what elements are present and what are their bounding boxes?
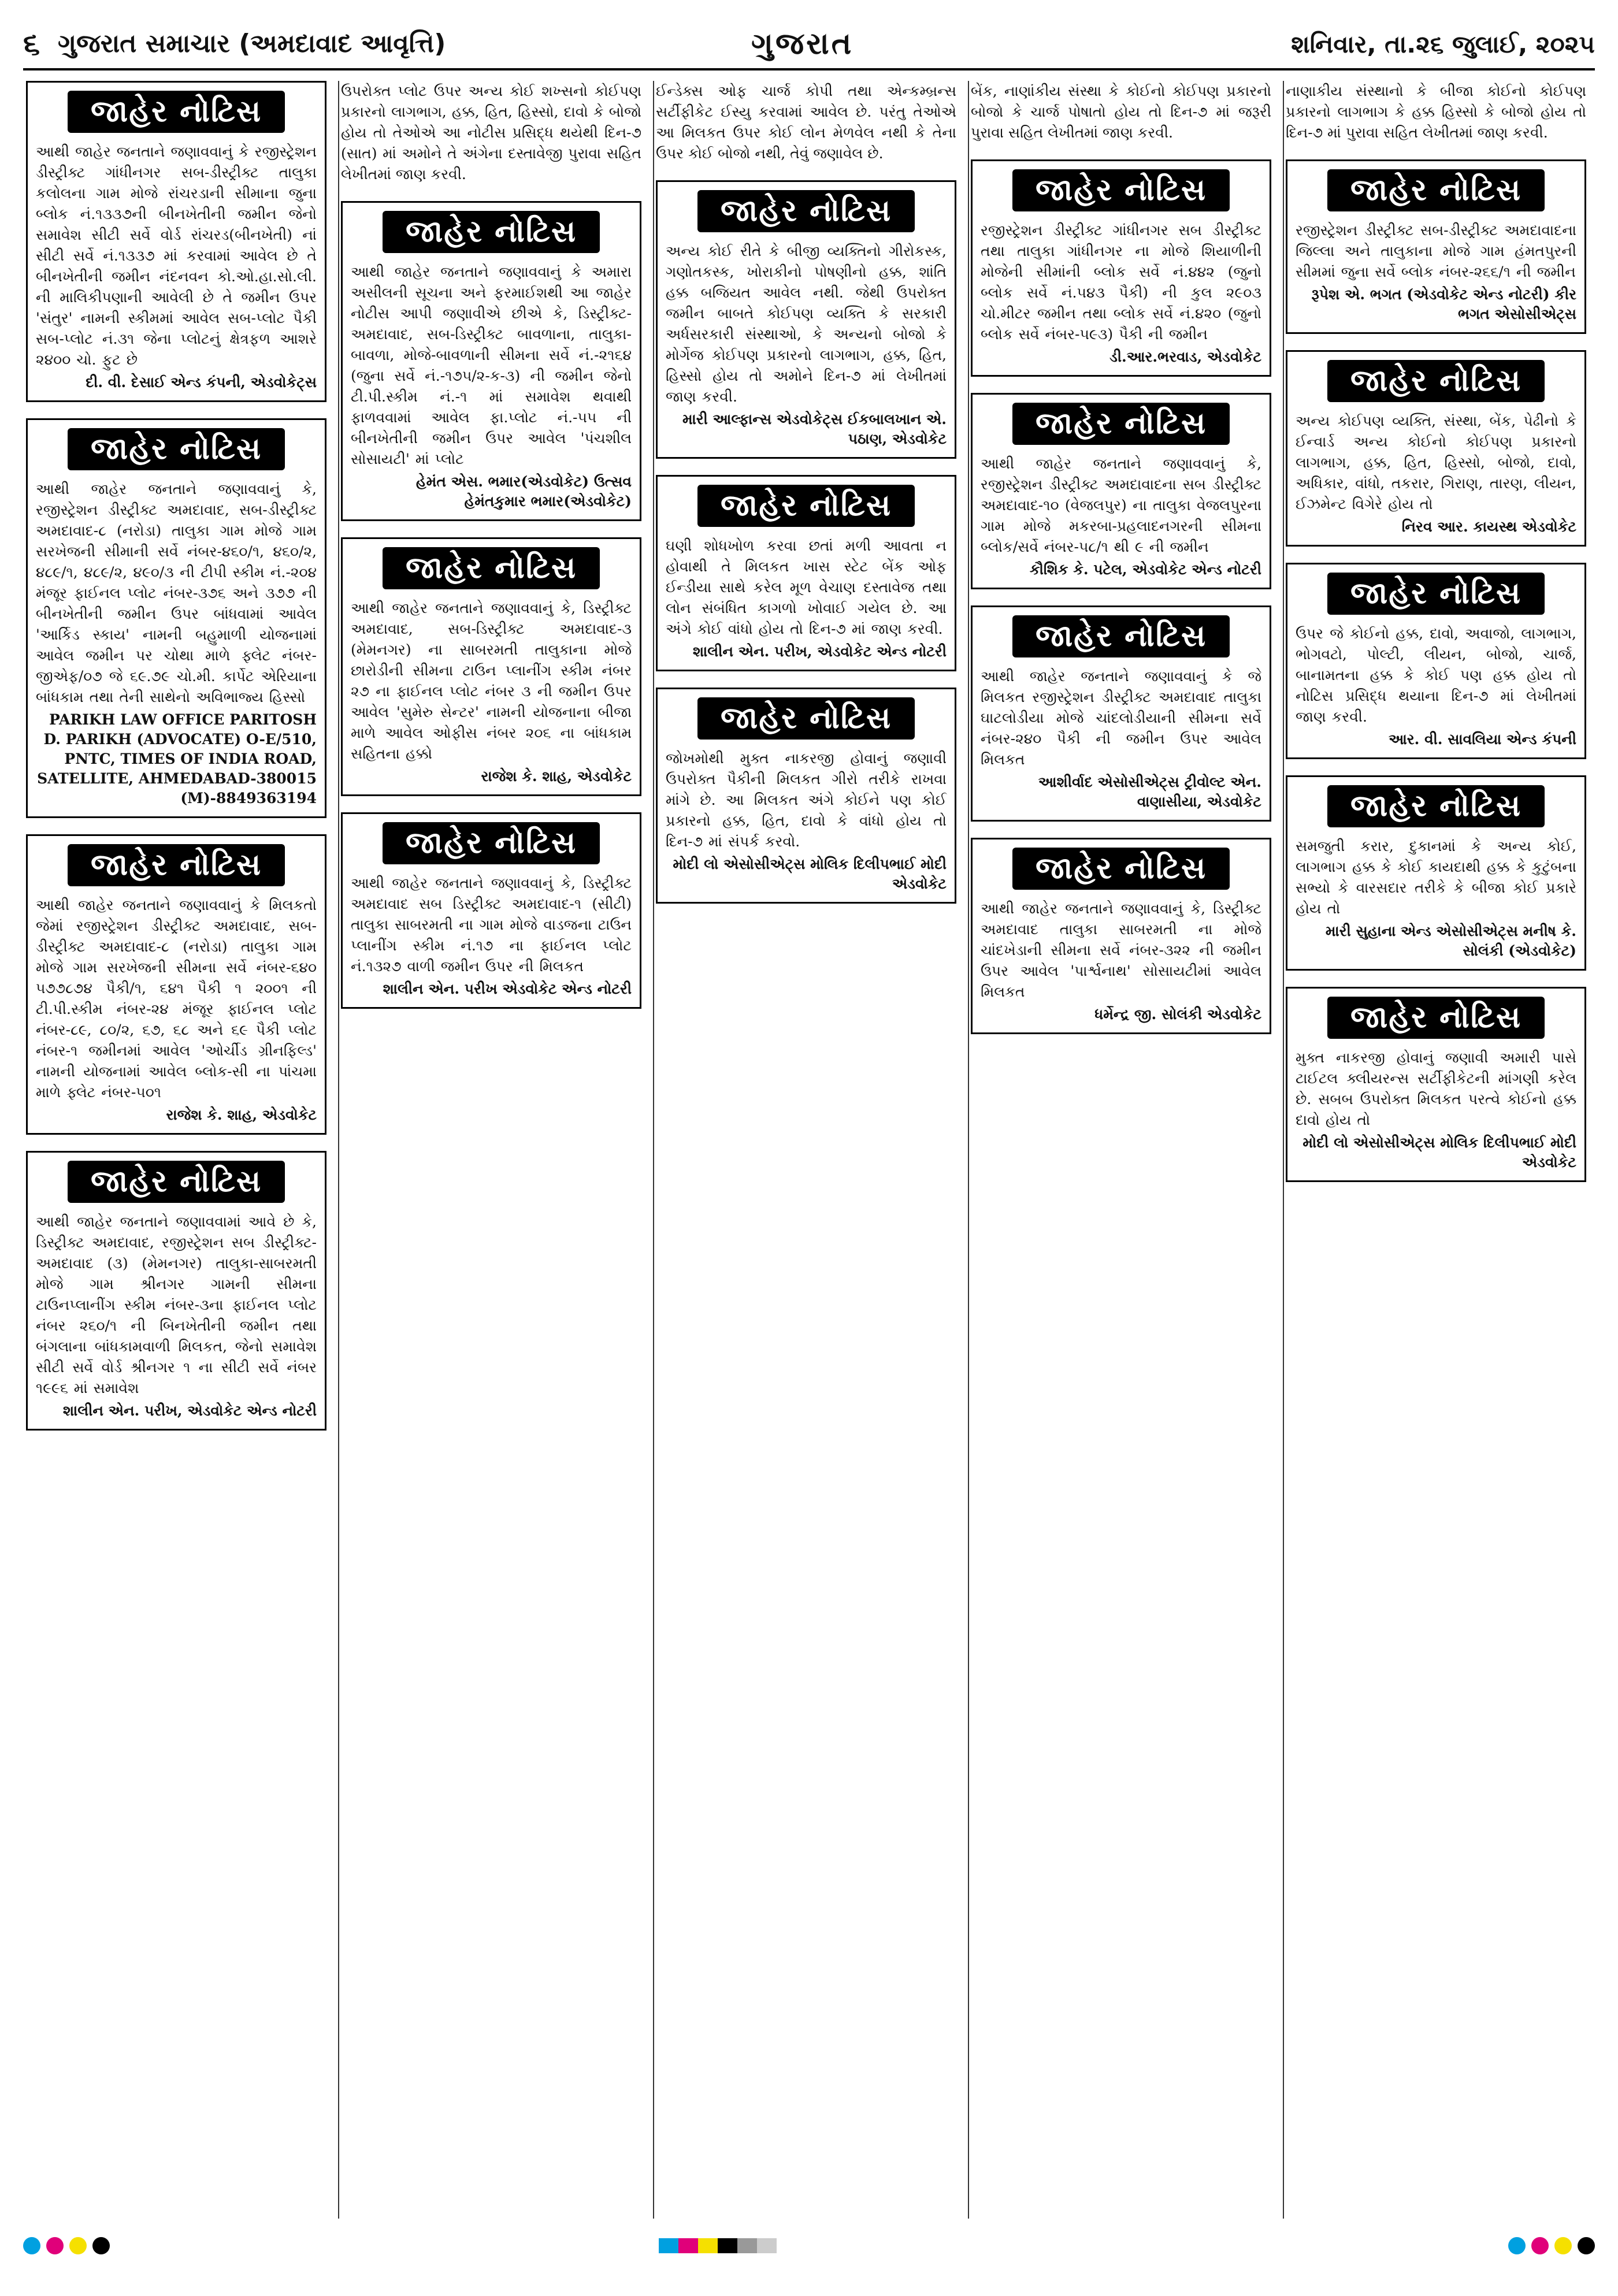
page-header — [23, 23, 1595, 70]
notice-heading — [981, 399, 1261, 448]
public-notice — [1286, 350, 1586, 547]
notice-signature: રાજેશ કે. શાહ, એડવોકેટ — [166, 1106, 317, 1123]
notice-heading — [1296, 993, 1576, 1042]
notice-title: જાહેર નોટિસ — [68, 91, 285, 133]
notice-signature: ધર્મેન્દ્ર જી. સોલંકી એડવોકેટ — [1094, 1006, 1261, 1023]
notice-heading — [1296, 569, 1576, 618]
public-notice — [971, 159, 1271, 377]
notice-heading — [36, 1157, 317, 1206]
notice-signature: શાલીન એન. પરીખ, એડવોકેટ એન્ડ નોટરી — [692, 643, 947, 660]
notice-heading — [36, 425, 317, 473]
column-2 — [341, 81, 641, 2219]
column-5 — [1286, 81, 1586, 2219]
notice-signature: આર. વી. સાવલિયા એન્ડ કંપની — [1388, 731, 1576, 748]
notice-signature: આશીર્વાદ એસોસીએટ્સ ટ્રીવોલ્ટ એન. વાણાસીયા, એડવોકેટ — [1038, 774, 1261, 810]
notice-body: ઉપર જે કોઈનો હક્ક, દાવો, અવાજો, લાગભાગ, ભોગવટો, પોલ્ટી, લીયન, બોજો, ચાર્જ, બાનામતના હક્ક કે કોઈ પણ હક્ક હોય તો નોટિસ પ્રસિદ્ધ થયાના દિન-૭ માં લેખીતમાં જાણ કરવી. — [1296, 625, 1576, 725]
public-notice — [971, 838, 1271, 1034]
newspaper-name: ગુજરાત સમાચાર (અમદાવાદ આવૃત્તિ) — [58, 29, 446, 58]
notice-heading — [666, 694, 947, 742]
notice-body: મુક્ત નાકરજી હોવાનું જણાવી અમારી પાસે ટાઈટલ ક્લીયરન્સ સર્ટીફીકેટની માંગણી કરેલ છે. સબબ ઉપરોક્ત મિલકત પરત્વે કોઈનો હક્ક દાવો હોય તો — [1296, 1049, 1576, 1128]
notice-title: જાહેર નોટિસ — [1327, 360, 1545, 402]
column-divider — [653, 81, 654, 2219]
notice-body: આથી જાહેર જનતાને જણાવવાનું કે, રજીસ્ટ્રેશન ડીસ્ટ્રીક્ટ અમદાવાદ, સબ-ડીસ્ટ્રીક્ટ અમદાવાદ-૮ (નરોડા) તાલુકા ગામ મોજે ગામ સરખેજની સીમાની સર્વે નંબર-૪૬૦/૧, ૪૬૦/૨, ૪૮૯/૧, ૪૮૯/૨, ૪૯૦/૩ ની ટીપી સ્કીમ નં.-૨૦૪ મંજૂર ફાઈનલ પ્લોટ નંબર-૩૭૬ અને ૩૭૭ ની બીનખેતીની જમીન ઉપર બાંધવામાં આવેલ 'આર્કિડ સ્કાય' નામની બહુમાળી યોજનામાં આવેલ જમીન પર ચોથા માળે ફ્લેટ નંબર-જીએફ/૦૭ જે ૬૯.૭૯ ચો.મી. કાર્પેટ એરિયાના બાંધકામ તથા તેની સાથેનો અવિભાજ્ય હિસ્સો — [36, 481, 317, 705]
notice-heading — [981, 612, 1261, 660]
notice-signature: મોદી લો એસોસીએટ્સ મોલિક દિલીપભાઈ મોદી એડવોકેટ — [1302, 1134, 1576, 1171]
notice-body: રજીસ્ટ્રેશન ડીસ્ટ્રીક્ટ ગાંધીનગર સબ ડીસ્ટ્રીક્ટ તથા તાલુકા ગાંધીનગર ના મોજે શિયાળીની મોજેની સીમાંની બ્લોક સર્વે નં.૪૪૨ (જુનો બ્લોક સર્વે નં.૫૪૩ પૈકી) ની કુલ ૨૯૦૩ ચો.મીટર જમીન તથા બ્લોક સર્વે નં.૪૨૦ (જુનો બ્લોક સર્વે નંબર-૫૯૩) પૈકી ની જમીન — [981, 222, 1261, 343]
public-notice — [26, 1151, 326, 1431]
notice-body: આથી જાહેર જનતાને જણાવવાનું કે અમારા અસીલની સૂચના અને ફરમાઈશથી આ જાહેર નોટીસ આપી જણાવીએ છીએ કે, ડિસ્ટ્રીક્ટ-અમદાવાદ, સબ-ડિસ્ટ્રીક્ટ બાવળાના, તાલુકા-બાવળા, મોજે-બાવળાની સીમના સર્વે નં.-૨૧૬૪ (જુના સર્વે નં.-૧૭૫/૨-ક-૩) ની જમીન જેનો ટી.પી.સ્કીમ નં.-૧ માં સમાવેશ થવાથી ફાળવવામાં આવેલ ફા.પ્લોટ નં.-૫૫ ની બીનખેતીની જમીન ઉપર આવેલ 'પંચશીલ સોસાયટી' માં પ્લોટ — [351, 263, 632, 467]
notice-body: રજીસ્ટ્રેશન ડીસ્ટ્રીક્ટ સબ-ડીસ્ટ્રીક્ટ અમદાવાદના જિલ્લા અને તાલુકાના મોજે ગામ હંમતપુરની સીમમાં જુના સર્વે બ્લોક નંબર-૨૬૬/૧ ની જમીન — [1296, 222, 1576, 280]
notice-signature: ડી.આર.ભરવાડ, એડવોકેટ — [1109, 348, 1261, 365]
notice-title: જાહેર નોટિસ — [1012, 615, 1230, 657]
notice-body: આથી જાહેર જનતાને જણાવવાનું કે, ડિસ્ટ્રીક્ટ અમદાવાદ સબ ડિસ્ટ્રીક્ટ અમદાવાદ-૧ (સીટી) તાલુકા સાબરમતી ના ગામ મોજે વાડજના ટાઉન પ્લાનીંગ સ્કીમ નં.૧૭ ના ફાઈનલ પ્લોટ નં.૧૩૨૭ વાળી જમીન ઉપર ની મિલકત — [351, 875, 632, 975]
notice-heading — [1296, 166, 1576, 214]
notice-title: જાહેર નોટિસ — [383, 211, 600, 253]
public-notice — [971, 605, 1271, 822]
column-3 — [656, 81, 956, 2219]
notice-title: જાહેર નોટિસ — [383, 822, 600, 864]
public-notice — [656, 180, 956, 459]
notice-signature: રાજેશ કે. શાહ, એડવોકેટ — [481, 768, 632, 785]
notice-body: આથી જાહેર જનતાને જણાવવાનું કે જે મિલકત રજીસ્ટ્રેશન ડીસ્ટ્રીક્ટ અમદાવાદ તાલુકા ઘાટલોડીયા મોજે ચાંદલોડીયાની સીમના સર્વે નંબર-૨૪૦ પૈકી ની જમીન ઉપર આવેલ મિલકત — [981, 668, 1261, 768]
notice-heading — [351, 207, 632, 256]
notice-title: જાહેર નોટિસ — [68, 428, 285, 470]
notice-title: જાહેર નોટિસ — [1327, 169, 1545, 211]
public-notice — [26, 81, 326, 402]
notice-signature: PARIKH LAW OFFICE PARITOSH D. PARIKH (ADVOCATE) O-E/510, PNTC, TIMES OF INDIA ROAD, SATELLITE, AHMEDABAD-380015 (M)-8849363194 — [37, 711, 317, 807]
notice-signature: મારી આલ્ફાન્સ એડવોકેટ્સ ઈકબાલખાન એ. પઠાણ, એડવોકેટ — [682, 411, 947, 447]
public-notice — [1286, 563, 1586, 759]
notice-title: જાહેર નોટિસ — [697, 697, 915, 740]
public-notice — [1286, 987, 1586, 1182]
notice-title: જાહેર નોટિસ — [697, 190, 915, 232]
public-notice — [341, 537, 641, 796]
public-notice — [656, 475, 956, 671]
notice-body: આથી જાહેર જનતાને જણાવવાનું કે રજીસ્ટ્રેશન ડીસ્ટ્રીક્ટ ગાંધીનગર સબ-ડીસ્ટ્રીક્ટ તાલુકા કલોલના ગામ મોજે રાંચરડાની સીમાના જુના બ્લોક નં.૧૩૩૭ની બીનખેતીની જમીન જેનો સમાવેશ સીટી સર્વે વોર્ડ રાંચરડ(બીનખેતી) નાં સીટી સર્વે નં.૧૩૩૭ માં કરવામાં આવેલ છે તે બીનખેતીની જમીન નંદનવન કો.ઓ.હા.સો.લી. ની માલિકીપણાની આવેલી છે તે જમીન ઉપર 'સંતુર' નામની સ્કીમમાં આવેલ સબ-પ્લોટ પૈકી સબ-પ્લોટ નં.૩૧ જેના પ્લોટનું ક્ષેત્રફળ આશરે ૨૪૦૦ ચો. ફુટ છે — [36, 143, 317, 368]
notice-body: સમજુતી કરાર, દુકાનમાં કે અન્ય કોઈ, લાગભાગ હક્ક કે કોઈ કાયદાથી હક્ક કે કુટુંબના સભ્યો કે વારસદાર તરીકે કે બીજા કોઈ પ્રકારે હોય તો — [1296, 838, 1576, 917]
column-divider — [968, 81, 969, 2219]
notice-heading — [981, 166, 1261, 214]
notice-title: જાહેર નોટિસ — [1327, 573, 1545, 615]
notice-body: આથી જાહેર જનતાને જણાવવાનું કે, ડિસ્ટ્રીક્ટ અમદાવાદ તાલુકા સાબરમતી ના મોજે ચાંદખેડાની સીમના સર્વે નંબર-૩૨૨ ની જમીન ઉપર આવેલ 'પાર્શ્વનાથ' સોસાયટીમાં આવેલ મિલકત — [981, 900, 1261, 1000]
notice-title: જાહેર નોટિસ — [1327, 785, 1545, 827]
notice-title: જાહેર નોટિસ — [1012, 403, 1230, 445]
color-bar — [659, 2238, 777, 2253]
notice-signature: રૂપેશ એ. ભગત (એડવોકેટ એન્ડ નોટરી) કીર ભગત એસોસીએટ્સ — [1311, 286, 1576, 322]
notice-signature: હેમંત એસ. ભમાર(એડવોકેટ) ઉત્સવ હેમંતકુમાર ભમાર(એડવોકેટ) — [415, 473, 632, 510]
notice-title: જાહેર નોટિસ — [68, 844, 285, 886]
public-notice — [341, 812, 641, 1009]
notice-heading — [36, 841, 317, 889]
public-notice — [26, 418, 326, 818]
notice-body: આથી જાહેર જનતાને જણાવવાનું કે મિલકતો જેમાં રજીસ્ટ્રેશન ડીસ્ટ્રીક્ટ અમદાવાદ, સબ-ડીસ્ટ્રીક્ટ અમદાવાદ-૮ (નરોડા) તાલુકા ગામ મોજે ગામ સરખેજની સીમના સર્વે નંબર-૬૪૦ ૫૭૭૮૭૪ પૈકી/૧, ૬૪૧ પૈકી ૧ ૨૦૦૧ ની ટી.પી.સ્કીમ નંબર-૨૪ મંજૂર ફાઈનલ પ્લોટ નંબર-૮૯, ૮૦/૨, ૬૭, ૬૮ અને ૬૯ પૈકી પ્લોટ નંબર-૧ જમીનમાં આવેલ 'ઓર્ચીડ ગ્રીનફિલ્ડ' નામની યોજનામાં આવેલ બ્લોક-સી ના પાંચમા માળે ફ્લેટ નંબર-૫૦૧ — [36, 897, 317, 1101]
notice-heading — [666, 187, 947, 235]
continued-notice-text: ઉપરોક્ત પ્લોટ ઉપર અન્ય કોઈ શખ્સનો કોઈપણ પ્રકારનો લાગભાગ, હક્ક, હિત, હિસ્સો, દાવો કે બોજો હોય તો તેઓએ આ નોટીસ પ્રસિદ્ધ થયેથી દિન-૭ (સાત) માં અમોને તે અંગેના દસ્તાવેજી પુરાવા સહિત લેખીતમાં જાણ કરવી. — [341, 83, 641, 183]
notice-title: જાહેર નોટિસ — [383, 547, 600, 589]
notice-heading — [36, 87, 317, 136]
notice-heading — [351, 819, 632, 867]
public-notice — [971, 393, 1271, 589]
page-number: ૬ — [23, 27, 40, 61]
notice-body: જોખમોથી મુક્ત નાકરજી હોવાનું જણાવી ઉપરોક્ત પૈકીની મિલકત ગીરો તરીકે રાખવા માંગે છે. આ મિલકત અંગે કોઈને પણ કોઈ પ્રકારનો હક્ક, હિત, દાવો કે વાંધો હોય તો દિન-૭ માં સંપર્ક કરવો. — [666, 750, 947, 850]
public-notice — [1286, 775, 1586, 971]
color-registration-marks — [23, 2237, 110, 2254]
date-line: શનિવાર, તા.૨૬ જુલાઈ, ૨૦૨૫ — [1291, 30, 1595, 58]
notice-title: જાહેર નોટિસ — [1012, 848, 1230, 890]
notice-signature: શાલીન એન. પરીખ એડવોકેટ એન્ડ નોટરી — [383, 980, 632, 997]
notice-body: આથી જાહેર જનતાને જણાવવાનું કે, રજીસ્ટ્રેશન ડીસ્ટ્રીક્ટ અમદાવાદના સબ ડીસ્ટ્રીક્ટ અમદાવાદ-૧૦ (વેજલપુર) ના તાલુકા વેજલપુરના ગામ મોજે મકરબા-પ્રહલાદનગરની સીમના બ્લોક/સર્વે નંબર-૫૮/૧ થી ૯ ની જમીન — [981, 455, 1261, 555]
notice-body: આથી જાહેર જનતાને જણાવવામાં આવે છે કે, ડિસ્ટ્રીક્ટ અમદાવાદ, રજીસ્ટ્રેશન સબ ડીસ્ટ્રીક્ટ-અમદાવાદ (૩) (મેમનગર) તાલુકા-સાબરમતી મોજે ગામ શ્રીનગર ગામની સીમના ટાઉનપ્લાનીંગ સ્કીમ નંબર-૩ના ફાઈનલ પ્લોટ નંબર ૨૬૦/૧ ની બિનખેતીની જમીન તથા બંગલાના બાંધકામવાળી મિલકત, જેનો સમાવેશ સીટી સર્વે વોર્ડ શ્રીનગર ૧ ના સીટી સર્વે નંબર ૧૯૯૬ માં સમાવેશ — [36, 1213, 317, 1396]
page-footer — [23, 2230, 1595, 2265]
column-divider — [1283, 81, 1284, 2219]
notice-body: અન્ય કોઈ રીતે કે બીજી વ્યક્તિનો ગીરોકસ્ક, ગણોતકસ્ક, ખોરાકીનો પોષણીનો હક્ક, શાંતિ હક્ક બજિયત આવેલ નથી. જેથી ઉપરોક્ત જમીન બાબતે કોઈપણ વ્યક્તિ કે સરકારી અર્ધસરકારી સંસ્થાઓ, કે અન્યનો બોજો કે મોર્ગેજ કોઈપણ પ્રકારનો લાગભાગ, હક્ક, હિત, હિસ્સો હોય તો અમોને દિન-૭ માં લેખીતમાં જાણ કરવી. — [666, 243, 947, 405]
column-4 — [971, 81, 1271, 2219]
notice-signature: દી. વી. દેસાઈ એન્ડ કંપની, એડવોકેટ્સ — [86, 374, 317, 391]
continued-notice-text: બેંક, નાણાંકીય સંસ્થા કે કોઈનો કોઈપણ પ્રકારનો બોજો કે ચાર્જ પોષાતો હોય તો દિન-૭ માં જરૂરી પુરાવા સહિત લેખીતમાં જાણ કરવી. — [971, 83, 1271, 141]
notice-body: અન્ય કોઈપણ વ્યક્તિ, સંસ્થા, બેંક, પેઢીનો કે ઈન્વાર્ડ અન્ય કોઈનો કોઈપણ પ્રકારનો લાગભાગ, હક્ક, હિત, હિસ્સો, બોજો, દાવો, અધિકાર, વાંધો, તકરાર, ગિરાણ, તારણ, લીયન, ઈઝમેન્ટ વિગેરે હોય તો — [1296, 413, 1576, 512]
public-notice — [656, 688, 956, 904]
notice-signature: મારી સુહાના એન્ડ એસોસીએટ્સ મનીષ કે. સોલંકી (એડવોકેટ) — [1325, 923, 1576, 959]
column-divider — [338, 81, 339, 2219]
continued-notice-text: નાણાકીય સંસ્થાનો કે બીજા કોઈનો કોઈપણ પ્રકારનો લાગભાગ કે હક્ક હિસ્સો કે બોજો હોય તો દિન-૭ માં પુરાવા સહિત લેખીતમાં જાણ કરવી. — [1286, 83, 1586, 141]
public-notice — [26, 834, 326, 1135]
notice-signature: મોદી લો એસોસીએટ્સ મોલિક દિલીપભાઈ મોદી એડવોકેટ — [673, 856, 947, 892]
notice-heading — [1296, 356, 1576, 405]
notice-signature: શાલીન એન. પરીખ, એડવોકેટ એન્ડ નોટરી — [62, 1402, 317, 1419]
notice-heading — [666, 481, 947, 530]
notice-heading — [351, 544, 632, 592]
notice-heading — [1296, 782, 1576, 830]
notice-signature: નિરવ આર. કાયસ્થ એડવોકેટ — [1401, 518, 1576, 535]
public-notice — [1286, 159, 1586, 334]
notice-title: જાહેર નોટિસ — [1327, 997, 1545, 1039]
notice-title: જાહેર નોટિસ — [1012, 169, 1230, 211]
section-title: ગુજરાત — [751, 27, 854, 61]
continued-notice-text: ઈન્ડેક્સ ઓફ ચાર્જ કોપી તથા એન્કમ્બ્રન્સ સર્ટીફીકેટ ઈસ્યુ કરવામાં આવેલ છે. પરંતુ તેઓએ આ મિલકત ઉપર કોઈ લોન મેળવેલ નથી કે તેના ઉપર કોઈ બોજો નથી, તેવું જણાવેલ છે. — [656, 83, 956, 162]
public-notice — [341, 201, 641, 521]
column-1 — [26, 81, 326, 2219]
notice-title: જાહેર નોટિસ — [697, 485, 915, 527]
notice-body: આથી જાહેર જનતાને જણાવવાનું કે, ડિસ્ટ્રીક્ટ અમદાવાદ, સબ-ડિસ્ટ્રીક્ટ અમદાવાદ-૩ (મેમનગર) ના સાબરમતી તાલુકાના મોજે છારોડીની સીમના ટાઉન પ્લાનીંગ સ્કીમ નંબર ૨૭ ના ફાઈનલ પ્લોટ નંબર ૩ ની જમીન ઉપર આવેલ 'સુમેરુ સેન્ટર' નામની યોજનાના બીજા માળે આવેલ ઓફીસ નંબર ૨૦૬ ના બાંધકામ સહિતના હક્કો — [351, 600, 632, 762]
notice-signature: કૌશિક કે. પટેલ, એડવોકેટ એન્ડ નોટરી — [1029, 561, 1261, 578]
notice-heading — [981, 844, 1261, 893]
color-registration-marks — [1508, 2237, 1595, 2254]
notice-body: ઘણી શોધખોળ કરવા છતાં મળી આવતા ન હોવાથી તે મિલકત ખાસ સ્ટેટ બેંક ઓફ ઈન્ડીયા સાથે કરેલ મૂળ વેચાણ દસ્તાવેજ તથા લોન સંબંધિત કાગળો ખોવાઈ ગયેલ છે. આ અંગે કોઈ વાંધો હોય તો દિન-૭ માં જાણ કરવી. — [666, 537, 947, 637]
notice-title: જાહેર નોટિસ — [68, 1161, 285, 1203]
